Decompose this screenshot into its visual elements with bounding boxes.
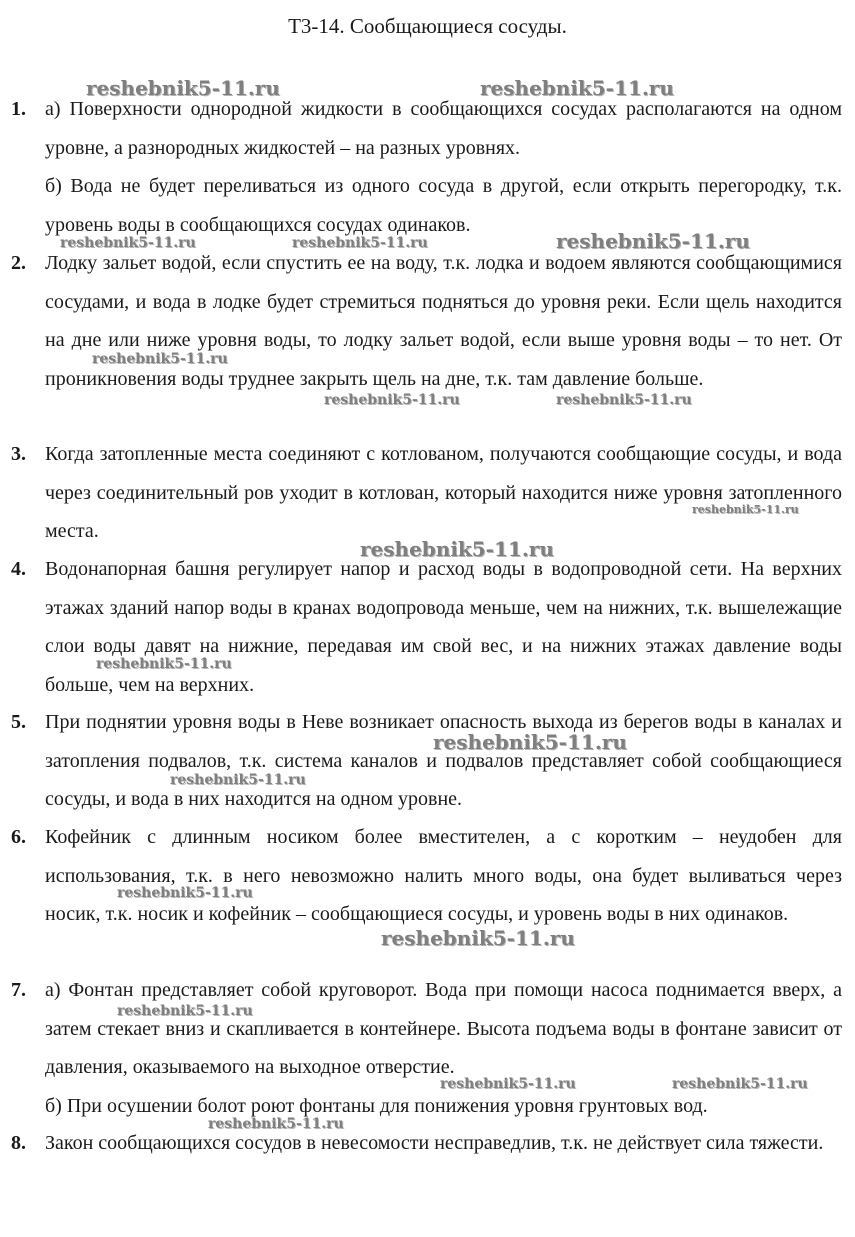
watermark: reshebnik5-11.ru [556,392,692,408]
item-paragraph: Водонапорная башня регулирует напор и расход воды в водопроводной сети. На верхних этажах зданий напор воды в кранах водопровода меньше, чем на нижних, т.к. вышележащие слои воды давят на нижние, передавая им свой вес, и на нижних этажах давление воды больше, чем на верхних. [45,558,842,696]
item-paragraph: б) Вода не будет переливаться из одного сосуда в другой, если открыть перегородку, т.к. уровень воды в сообщающихся сосудах одинаков. [45,175,842,236]
item-number: 8. [11,1132,26,1154]
item-number: 7. [11,979,26,1001]
watermark: reshebnik5-11.ru [433,730,627,754]
watermark: reshebnik5-11.ru [60,235,196,251]
watermark: reshebnik5-11.ru [170,772,306,788]
item-number: 3. [11,443,26,465]
item-number: 5. [11,711,26,733]
item-paragraph: Когда затопленные места соединяют с котлованом, получаются сообщающие сосуды, и вода через соединительный ров уходит в котлован, который находится ниже уровня затопленного места. [45,443,842,542]
item-paragraph: Закон сообщающихся сосудов в невесомости несправедлив, т.к. не действует сила тяжести. [45,1132,824,1154]
item-number: 4. [11,558,26,580]
page-title: Т3-14. Сообщающиеся сосуды. [288,14,567,38]
item-paragraph: При поднятии уровня воды в Неве возникает опасность выхода из берегов воды в каналах и затопления подвалов, т.к. система каналов и подвалов представляет собой сообщающиеся сосуды, и вода в них находится на одном уровне. [45,711,842,810]
watermark: reshebnik5-11.ru [480,76,674,100]
watermark: reshebnik5-11.ru [381,926,575,950]
item-number: 2. [11,252,26,274]
watermark: reshebnik5-11.ru [117,885,253,901]
item-paragraph: а) Фонтан представляет собой круговорот. Вода при помощи насоса поднимается вверх, а затем стекает вниз и скапливается в контейнере. Высота подъема воды в фонтане зависит от давления, оказываемого на выходное отверстие. [45,979,842,1078]
watermark: reshebnik5-11.ru [92,351,228,367]
watermark: reshebnik5-11.ru [556,229,750,253]
item-number: 6. [11,826,26,848]
watermark: reshebnik5-11.ru [208,1116,344,1132]
item-paragraph: Лодку зальет водой, если спустить ее на воду, т.к. лодка и водоем являются сообщающимися сосудами, и вода в лодке будет стремиться подняться до уровня реки. Если щель находится на дне или ниже уровня воды, то лодку зальет водой, если выше уровня воды – то нет. От проникновения воды труднее закрыть щель на дне, т.к. там давление больше. [45,252,842,390]
watermark: reshebnik5-11.ru [292,235,428,251]
watermark: reshebnik5-11.ru [440,1076,576,1092]
watermark: reshebnik5-11.ru [324,392,460,408]
watermark: reshebnik5-11.ru [96,656,232,672]
item-number: 1. [11,98,26,120]
item-paragraph: б) При осушении болот роют фонтаны для понижения уровня грунтовых вод. [45,1095,708,1117]
item-paragraph: Кофейник с длинным носиком более вместителен, а с коротким – неудобен для использования, т.к. в него невозможно налить много воды, она будет выливаться через носик, т.к. носик и кофейник – сообщающиеся сосуды, и уровень воды в них одинаков. [45,826,842,925]
watermark: reshebnik5-11.ru [117,1003,253,1019]
watermark: reshebnik5-11.ru [692,503,799,516]
item-paragraph: а) Поверхности однородной жидкости в сообщающихся сосудах располагаются на одном уровне, а разнородных жидкостей – на разных уровнях. [45,98,842,159]
watermark: reshebnik5-11.ru [360,537,554,561]
watermark: reshebnik5-11.ru [86,76,280,100]
watermark: reshebnik5-11.ru [672,1076,808,1092]
